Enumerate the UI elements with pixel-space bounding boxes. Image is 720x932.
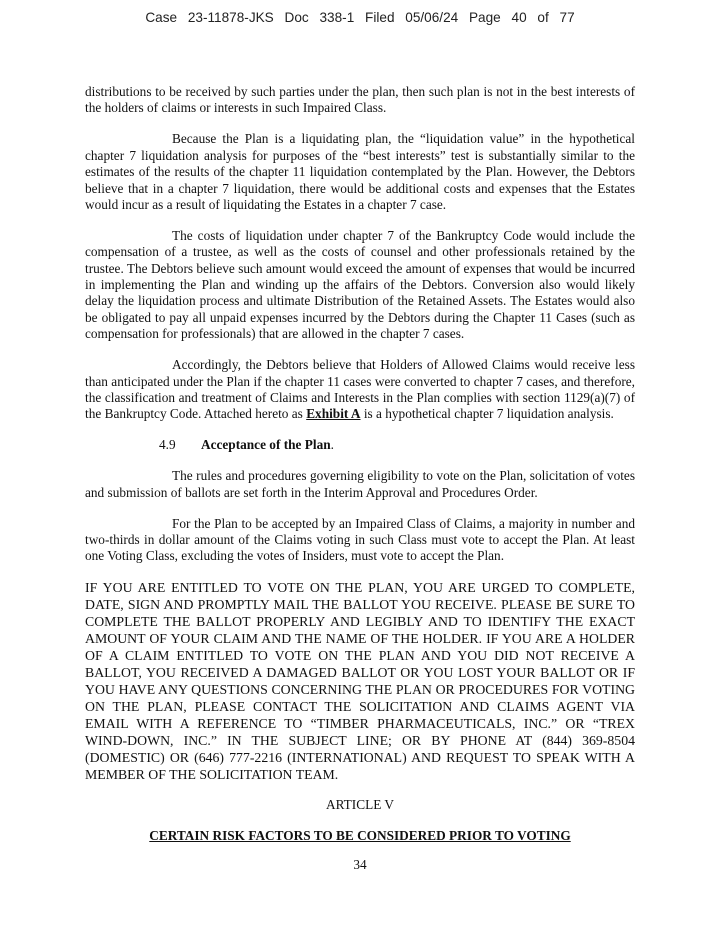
document-body xyxy=(85,84,635,859)
paragraph-text: is a hypothetical chapter 7 liquidation analysis. xyxy=(360,406,614,422)
filed-date: Filed 05/06/24 xyxy=(365,10,459,25)
article-label: ARTICLE V xyxy=(325,797,395,813)
paragraph-text: Accordingly, the Debtors believe that Holders of Allowed Claims would receive less than anticipated under the Plan if the chapter 11 cases were converted to chapter 7 cases, and therefore, the classification and treatment of Claims and Interests in the Plan complies with section 1129(a)(7) of the Bankruptcy Code. Attached hereto as xyxy=(85,357,635,422)
case-number: Case 23-11878-JKS xyxy=(145,10,274,25)
exhibit-reference: Exhibit A xyxy=(306,406,361,422)
section-heading xyxy=(85,437,635,453)
page-number: 34 xyxy=(353,857,367,872)
doc-number: Doc 338-1 xyxy=(284,10,355,25)
paragraph: distributions to be received by such parties under the plan, then such plan is not in the best interests of the holders of claims or interests in such Impaired Class. xyxy=(85,84,635,116)
paragraph xyxy=(85,357,635,423)
voting-notice: IF YOU ARE ENTITLED TO VOTE ON THE PLAN, YOU ARE URGED TO COMPLETE, DATE, SIGN AND PROMPTLY MAIL THE BALLOT YOU RECEIVE. PLEASE BE SURE TO COMPLETE THE BALLOT PROPERLY AND LEGIBLY AND TO IDENTIFY THE EXACT AMOUNT OF YOUR CLAIM AND THE NAME OF THE HOLDER. IF YOU ARE A HOLDER OF A CLAIM ENTITLED TO VOTE ON THE PLAN AND YOU DID NOT RECEIVE A BALLOT, YOU RECEIVED A DAMAGED BALLOT OR YOU LOST YOUR BALLOT OR IF YOU HAVE ANY QUESTIONS CONCERNING THE PLAN OR PROCEDURES FOR VOTING ON THE PLAN, PLEASE CONTACT THE SOLICITATION AND CLAIMS AGENT VIA EMAIL WITH A REFERENCE TO “TIMBER PHARMACEUTICALS, INC.” OR “TREX WIND-DOWN, INC.” IN THE SUBJECT LINE; OR BY PHONE AT (844) 369-8504 (DOMESTIC) OR (646) 777-2216 (INTERNATIONAL) AND REQUEST TO SPEAK WITH A MEMBER OF THE SOLICITATION TEAM. xyxy=(85,580,635,783)
filing-header xyxy=(0,10,720,25)
article-title: CERTAIN RISK FACTORS TO BE CONSIDERED PRIOR TO VOTING xyxy=(149,828,571,844)
section-number: 4.9 xyxy=(159,437,176,453)
page-of: Page 40 of 77 xyxy=(468,10,575,25)
paragraph: For the Plan to be accepted by an Impaired Class of Claims, a majority in number and two-thirds in dollar amount of the Claims voting in such Class must vote to accept the Plan. At least one Voting Class, excluding the votes of Insiders, must vote to accept the Plan. xyxy=(85,515,635,564)
section-title: Acceptance of the Plan xyxy=(201,437,331,453)
paragraph: Because the Plan is a liquidating plan, the “liquidation value” in the hypothetical chapter 7 liquidation analysis for purposes of the “best interests” test is substantially similar to the estimates of the results of the chapter 11 liquidation contemplated by the Plan. However, the Debtors believe that in a chapter 7 liquidation, there would be additional costs and expenses that the Estates would incur as a result of liquidating the Estates in a chapter 7 case. xyxy=(85,131,635,212)
paragraph: The rules and procedures governing eligibility to vote on the Plan, solicitation of votes and submission of ballots are set forth in the Interim Approval and Procedures Order. xyxy=(85,468,635,500)
section-title-period: . xyxy=(330,437,334,453)
paragraph: The costs of liquidation under chapter 7 of the Bankruptcy Code would include the compensation of a trustee, as well as the costs of counsel and other professionals retained by the trustee. The Debtors believe such amount would exceed the amount of expenses that would be incurred in implementing the Plan and winding up the affairs of the Debtors. Conversion also would likely delay the liquidation process and ultimate Distribution of the Retained Assets. The Estates would also be obligated to pay all unpaid expenses incurred by the Debtors during the Chapter 11 Cases (such as compensation for professionals) that are allowed in the chapter 7 cases. xyxy=(85,227,635,342)
